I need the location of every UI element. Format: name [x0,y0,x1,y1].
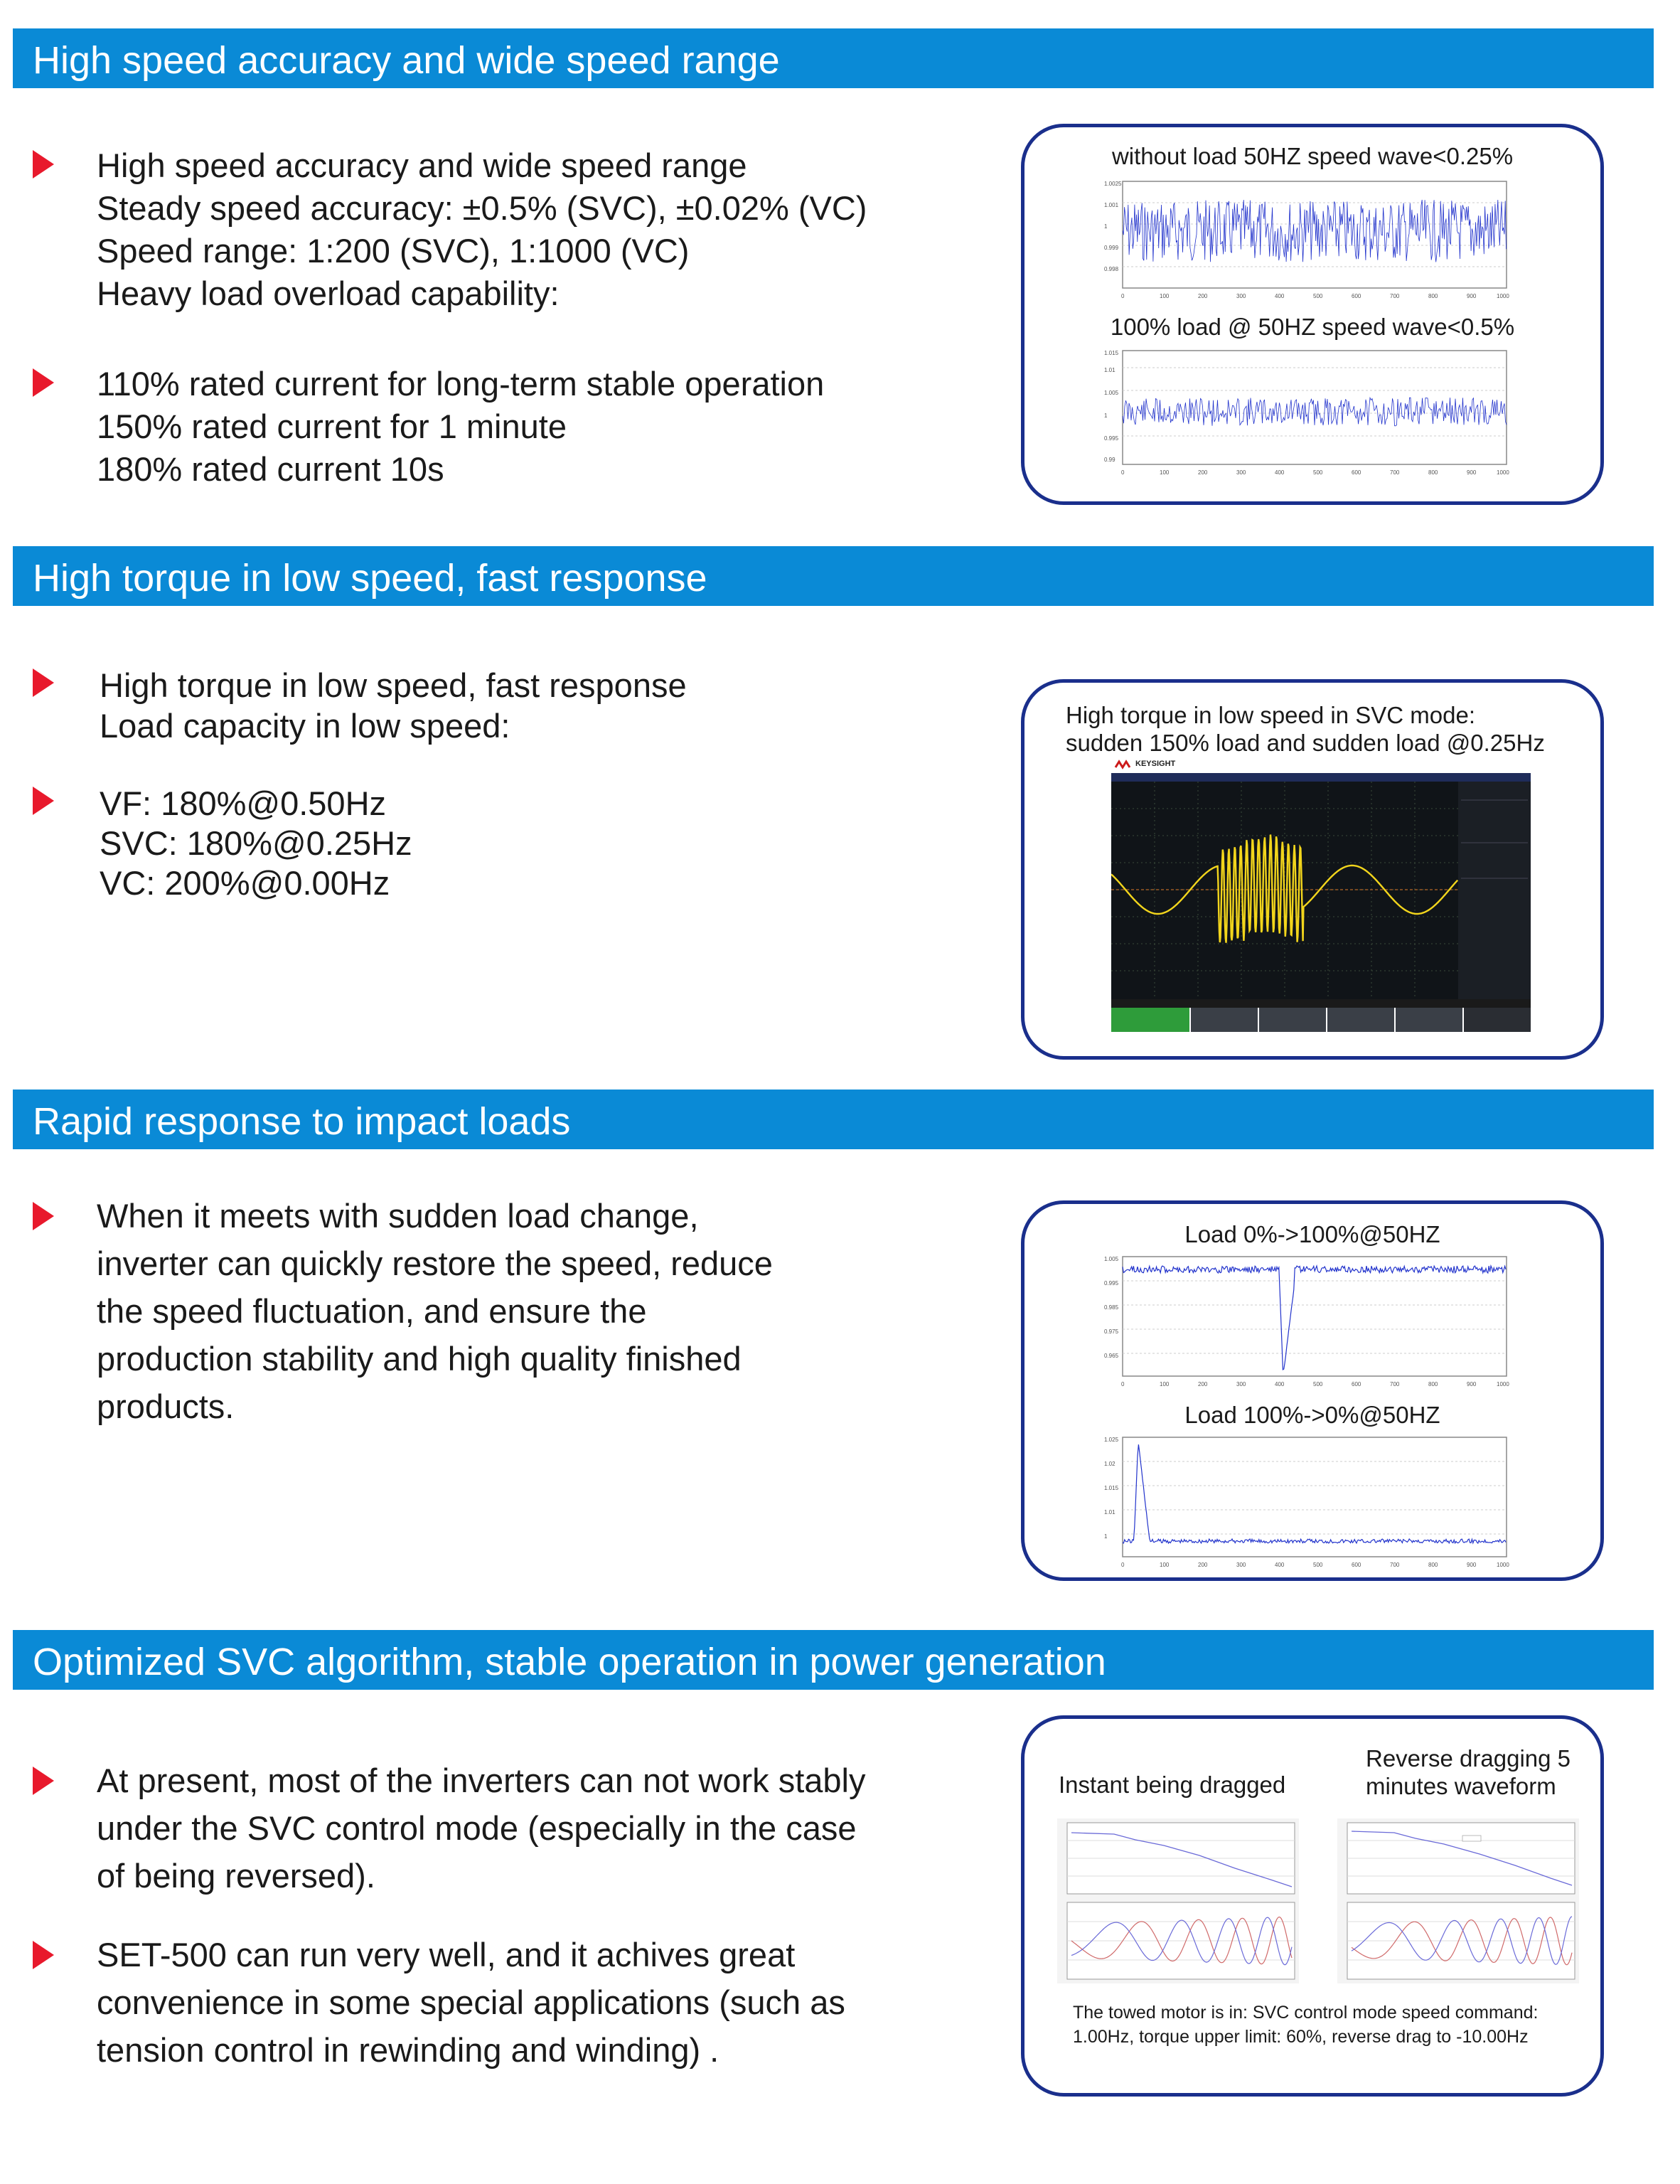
svg-text:700: 700 [1390,293,1400,299]
svg-text:1.015: 1.015 [1104,350,1119,356]
svg-text:0: 0 [1121,1562,1125,1568]
drag-chart-reverse-5min [1337,1818,1579,1983]
text-line: products. [97,1387,235,1425]
caption-line: sudden 150% load and sudden load @0.25Hz [1066,730,1545,756]
note-line: The towed motor is in: SVC control mode speed command: [1073,2003,1539,2023]
bullet-arrow-icon [33,368,54,397]
svg-text:700: 700 [1390,1381,1400,1387]
svg-text:1.025: 1.025 [1104,1437,1119,1443]
svg-text:600: 600 [1352,469,1361,476]
svg-text:1.005: 1.005 [1104,1256,1119,1262]
section-title: Optimized SVC algorithm, stable operation in power generation [33,1641,1106,1683]
svg-text:1.0025: 1.0025 [1104,181,1122,187]
svg-text:200: 200 [1198,1381,1208,1387]
text-line: production stability and high quality finished [97,1340,742,1378]
svg-text:500: 500 [1313,1381,1323,1387]
svg-text:1.02: 1.02 [1104,1461,1115,1467]
section-header-low-speed-torque [13,546,1654,606]
figure-box-load-step [1021,1200,1604,1581]
text-line: VF: 180%@0.50Hz [100,784,387,822]
svg-text:0.999: 0.999 [1104,245,1119,251]
svg-text:1: 1 [1104,412,1108,419]
svg-text:1000: 1000 [1497,293,1509,299]
figure-caption: 100% load @ 50HZ speed wave<0.5% [1110,314,1515,340]
svg-text:400: 400 [1275,1381,1285,1387]
svg-text:800: 800 [1428,1381,1438,1387]
bullet-text-overload [97,363,824,491]
bullet-text-svc-problem [97,1757,865,1900]
figure-caption: Load 100%->0%@50HZ [1184,1402,1440,1428]
figure-caption-left: Instant being dragged [1059,1772,1286,1798]
svg-text:300: 300 [1236,1562,1246,1568]
svg-text:0.998: 0.998 [1104,266,1119,272]
svg-text:800: 800 [1428,1562,1438,1568]
svg-text:1000: 1000 [1497,1381,1509,1387]
section-header-svc-algorithm [13,1630,1654,1690]
svg-text:900: 900 [1467,1381,1477,1387]
section-header-speed-accuracy [13,28,1654,88]
svg-text:1.015: 1.015 [1104,1485,1119,1491]
svg-text:1: 1 [1104,1533,1108,1540]
text-line: the speed fluctuation, and ensure the [97,1292,647,1330]
text-line: 110% rated current for long-term stable operation [97,365,825,403]
figure-caption: Load 0%->100%@50HZ [1184,1221,1440,1247]
svg-text:1.005: 1.005 [1104,390,1119,396]
drag-chart-instant [1057,1818,1299,1983]
figure-box-speed-waves [1021,124,1604,505]
bullet-text-impact-loads [97,1192,773,1430]
text-line: High torque in low speed, fast response [100,666,687,704]
svg-text:0: 0 [1121,1381,1125,1387]
svg-text:200: 200 [1198,293,1208,299]
svg-text:100: 100 [1160,469,1170,476]
bullet-arrow-icon [33,150,54,179]
load-step-chart-up [1103,1254,1511,1389]
svg-text:1: 1 [1104,223,1108,230]
figure-note [1073,2001,1538,2049]
svg-text:600: 600 [1352,1562,1361,1568]
section-header-impact-loads [13,1090,1654,1149]
speed-wave-chart-no-load [1103,179,1511,302]
svg-text:0.995: 0.995 [1104,1280,1119,1287]
scope-brand: KEYSIGHT [1135,760,1176,768]
svg-text:500: 500 [1313,1562,1323,1568]
bullet-arrow-icon [33,668,54,697]
svg-text:500: 500 [1313,293,1323,299]
caption-line: Reverse dragging 5 [1366,1745,1571,1772]
svg-text:600: 600 [1352,1381,1361,1387]
svg-text:100: 100 [1160,293,1170,299]
svg-text:400: 400 [1275,1562,1285,1568]
svg-text:400: 400 [1275,293,1285,299]
svg-text:0.975: 0.975 [1104,1328,1119,1335]
svg-text:0.995: 0.995 [1104,435,1119,442]
svg-text:0.985: 0.985 [1104,1304,1119,1311]
speed-wave-chart-full-load [1103,348,1511,477]
svg-text:500: 500 [1313,469,1323,476]
caption-line: High torque in low speed in SVC mode: [1066,702,1475,728]
text-line: tension control in rewinding and winding) . [97,2031,719,2069]
text-line: convenience in some special applications (such as [97,1983,845,2021]
svg-text:1.01: 1.01 [1104,367,1115,373]
svg-text:700: 700 [1390,1562,1400,1568]
bullet-text-load-capacity [100,784,412,903]
svg-text:900: 900 [1467,1562,1477,1568]
bullet-text-low-speed-torque [100,665,687,746]
bullet-arrow-icon [33,1941,54,1969]
caption-line: minutes waveform [1366,1773,1556,1799]
section-title: High speed accuracy and wide speed range [33,39,780,82]
svg-text:0: 0 [1121,469,1125,476]
svg-text:200: 200 [1198,1562,1208,1568]
bullet-text-set500 [97,1931,845,2074]
figure-box-reverse-drag [1021,1715,1604,2097]
note-line: 1.00Hz, torque upper limit: 60%, reverse drag to -10.00Hz [1073,2027,1529,2047]
svg-text:900: 900 [1467,293,1477,299]
svg-text:700: 700 [1390,469,1400,476]
figure-box-oscilloscope [1021,679,1604,1060]
text-line: inverter can quickly restore the speed, reduce [97,1245,773,1282]
svg-text:0.965: 0.965 [1104,1353,1119,1359]
text-line: SVC: 180%@0.25Hz [100,824,412,862]
bullet-text-speed-accuracy [97,144,867,315]
svg-text:1.001: 1.001 [1104,202,1119,208]
svg-text:0.99: 0.99 [1104,457,1115,463]
svg-text:400: 400 [1275,469,1285,476]
svg-text:800: 800 [1428,293,1438,299]
svg-text:300: 300 [1236,293,1246,299]
bullet-arrow-icon [33,787,54,815]
text-line: Steady speed accuracy: ±0.5% (SVC), ±0.02% (VC) [97,189,867,227]
text-line: of being reversed). [97,1857,375,1895]
bullet-arrow-icon [33,1767,54,1795]
svg-text:800: 800 [1428,469,1438,476]
svg-text:0: 0 [1121,293,1125,299]
svg-text:100: 100 [1160,1381,1170,1387]
text-line: At present, most of the inverters can not work stably [97,1762,866,1799]
oscilloscope-screenshot [1111,757,1531,1032]
svg-text:300: 300 [1236,1381,1246,1387]
text-line: under the SVC control mode (especially in the case [97,1809,857,1847]
svg-text:1000: 1000 [1497,1562,1509,1568]
svg-text:900: 900 [1467,469,1477,476]
text-line: Load capacity in low speed: [100,707,510,745]
text-line: Speed range: 1:200 (SVC), 1:1000 (VC) [97,232,690,270]
text-line: 180% rated current 10s [97,450,444,488]
svg-text:1000: 1000 [1497,469,1509,476]
svg-text:1.01: 1.01 [1104,1509,1115,1516]
text-line: SET-500 can run very well, and it achives great [97,1936,796,1973]
text-line: VC: 200%@0.00Hz [100,864,390,902]
load-step-chart-down [1103,1434,1511,1570]
svg-text:100: 100 [1160,1562,1170,1568]
svg-text:600: 600 [1352,293,1361,299]
figure-caption: without load 50HZ speed wave<0.25% [1111,143,1514,169]
section-title: Rapid response to impact loads [33,1100,571,1143]
section-title: High torque in low speed, fast response [33,557,707,600]
svg-text:200: 200 [1198,469,1208,476]
figure-caption-right [1366,1744,1571,1800]
text-line: Heavy load overload capability: [97,275,560,312]
text-line: High speed accuracy and wide speed range [97,147,747,184]
text-line: 150% rated current for 1 minute [97,407,567,445]
text-line: When it meets with sudden load change, [97,1197,699,1235]
figure-caption [1066,701,1545,757]
svg-text:300: 300 [1236,469,1246,476]
bullet-arrow-icon [33,1202,54,1230]
